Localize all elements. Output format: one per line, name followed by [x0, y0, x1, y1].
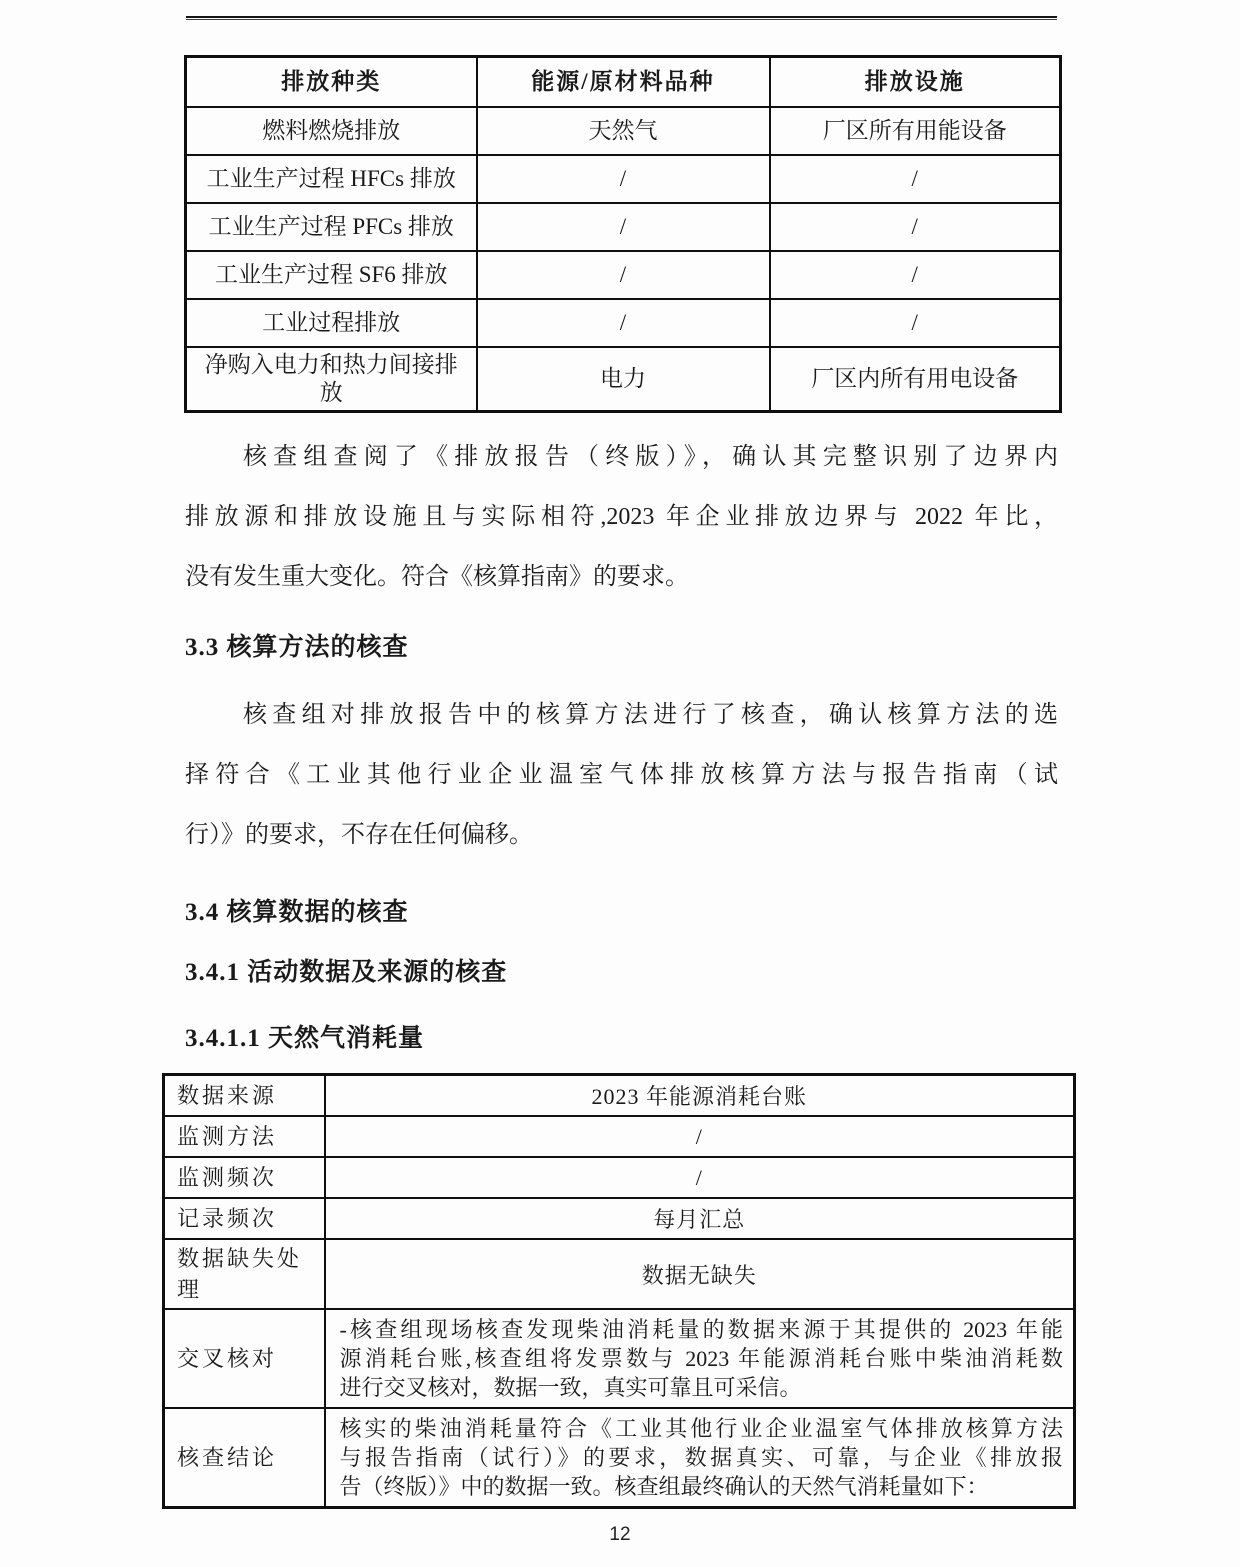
paragraph-boundary-check [185, 427, 1058, 607]
data-row-value [325, 1309, 1075, 1408]
table-row [164, 1198, 1075, 1239]
table-row [164, 1116, 1075, 1157]
data-row-value: 数据无缺失 [325, 1239, 1075, 1309]
paragraph-method-check [185, 685, 1058, 865]
data-row-label: 核查结论 [164, 1408, 325, 1508]
table-row [186, 155, 1061, 203]
header-rule-thin-line [186, 19, 1057, 20]
data-row-value [325, 1408, 1075, 1508]
table-row [186, 251, 1061, 299]
emission-table-cell: 厂区所有用能设备 [770, 107, 1061, 155]
emission-table-cell: / [477, 155, 770, 203]
heading-3-4-1-1: 3.4.1.1 天然气消耗量 [185, 1025, 425, 1052]
emission-table-cell: 燃料燃烧排放 [186, 107, 477, 155]
emission-table-cell: 工业生产过程 PFCs 排放 [186, 203, 477, 251]
data-row-value: / [325, 1116, 1075, 1157]
cell-line: 核实的柴油消耗量符合《工业其他行业企业温室气体排放核算方法 [339, 1416, 1063, 1441]
paragraph-line: 核查组对排放报告中的核算方法进行了核查，确认核算方法的选 [243, 702, 1058, 728]
paragraph-line: 排放源和排放设施且与实际相符,2023 年企业排放边界与 2022 年比， [185, 504, 1058, 530]
data-row-value: 每月汇总 [325, 1198, 1075, 1239]
emission-table-cell: 工业过程排放 [186, 299, 477, 347]
table-row [186, 203, 1061, 251]
emission-sources-table [184, 55, 1062, 413]
data-row-label: 监测方法 [164, 1116, 325, 1157]
emission-table-cell: / [477, 203, 770, 251]
emission-table-cell: 厂区内所有用电设备 [770, 347, 1061, 412]
cell-line: 源消耗台账,核查组将发票数与 2023 年能源消耗台账中柴油消耗数 [339, 1346, 1063, 1371]
emission-table-cell: / [477, 299, 770, 347]
emission-table-cell: 净购入电力和热力间接排放 [186, 347, 477, 412]
cell-line: -核查组现场核查发现柴油消耗量的数据来源于其提供的 2023 年能 [339, 1317, 1063, 1342]
heading-3-3: 3.3 核算方法的核查 [185, 634, 409, 661]
cell-line: 进行交叉核对，数据一致，真实可靠且可采信。 [339, 1375, 802, 1400]
emission-table-header-row [186, 57, 1061, 108]
paragraph-line: 核查组查阅了《排放报告（终版）》，确认其完整识别了边界内 [243, 444, 1058, 470]
paragraph-line: 行）》的要求，不存在任何偏移。 [185, 822, 533, 848]
cell-line: 告（终版）》中的数据一致。核查组最终确认的天然气消耗量如下： [339, 1474, 989, 1499]
header-rule-thick-line [186, 16, 1057, 18]
emission-table-cell: / [770, 155, 1061, 203]
data-row-label: 数据缺失处理 [164, 1239, 325, 1309]
table-row [186, 107, 1061, 155]
data-row-label: 监测频次 [164, 1157, 325, 1198]
emission-table-cell: 工业生产过程 HFCs 排放 [186, 155, 477, 203]
paragraph-line: 择符合《工业其他行业企业温室气体排放核算方法与报告指南（试 [185, 762, 1058, 788]
heading-3-4: 3.4 核算数据的核查 [185, 899, 409, 926]
data-row-label: 数据来源 [164, 1075, 325, 1117]
emission-table-cell: / [770, 203, 1061, 251]
table-row [164, 1075, 1075, 1117]
data-row-value: 2023 年能源消耗台账 [325, 1075, 1075, 1117]
data-row-label: 交叉核对 [164, 1309, 325, 1408]
page-number: 12 [609, 1524, 631, 1545]
paragraph-line: 没有发生重大变化。符合《核算指南》的要求。 [185, 564, 689, 590]
emission-col-header: 排放种类 [186, 57, 477, 108]
table-row [164, 1309, 1075, 1408]
data-row-label: 记录频次 [164, 1198, 325, 1239]
emission-table-cell: 电力 [477, 347, 770, 412]
emission-table-cell: / [477, 251, 770, 299]
table-row [164, 1408, 1075, 1508]
data-row-value: / [325, 1157, 1075, 1198]
heading-3-4-1: 3.4.1 活动数据及来源的核查 [185, 959, 508, 986]
emission-col-header: 能源/原材料品种 [477, 57, 770, 108]
emission-table-cell: 工业生产过程 SF6 排放 [186, 251, 477, 299]
table-row [164, 1239, 1075, 1309]
emission-table-cell: / [770, 299, 1061, 347]
emission-table-cell: 天然气 [477, 107, 770, 155]
emission-col-header: 排放设施 [770, 57, 1061, 108]
table-row [164, 1157, 1075, 1198]
table-row [186, 347, 1061, 412]
emission-table-cell: / [770, 251, 1061, 299]
header-rule [186, 16, 1057, 20]
cell-line: 与报告指南（试行）》的要求，数据真实、可靠，与企业《排放报 [339, 1445, 1063, 1470]
table-row [186, 299, 1061, 347]
natural-gas-data-table [162, 1073, 1076, 1509]
